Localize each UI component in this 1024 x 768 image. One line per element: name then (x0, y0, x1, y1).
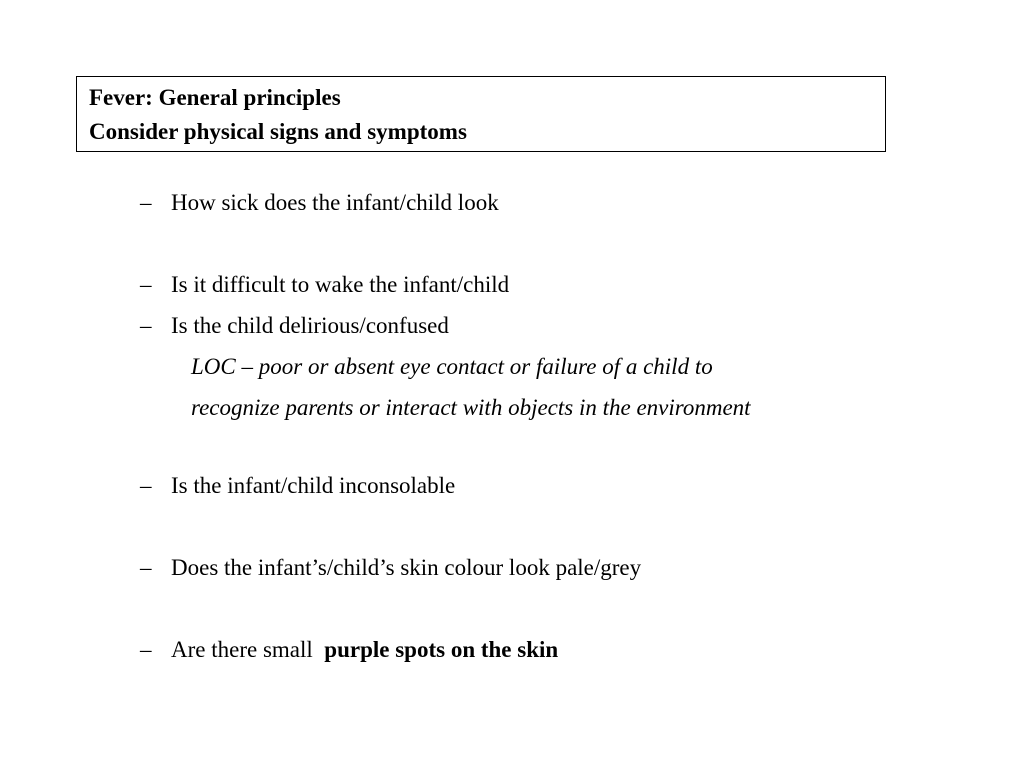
bullet-text: Is the child delirious/confused (171, 313, 449, 338)
loc-note-line-2: recognize parents or interact with objects in the environment (191, 395, 751, 420)
bullet-text: How sick does the infant/child look (171, 190, 499, 215)
bullet-item (140, 471, 455, 501)
bullet-text: Are there small (171, 637, 313, 662)
bullet-item (140, 553, 641, 583)
bullet-dash: – (140, 555, 152, 580)
bullet-item (140, 188, 499, 218)
title-line-2: Consider physical signs and symptoms (89, 119, 467, 144)
title-box (76, 76, 886, 152)
loc-note-line-1: LOC – poor or absent eye contact or failure of a child to (191, 354, 713, 379)
bullet-dash: – (140, 473, 152, 498)
bullet-dash: – (140, 637, 152, 662)
bullet-dash: – (140, 190, 152, 215)
bullet-item (140, 311, 449, 341)
bullet-item (140, 270, 509, 300)
bullet-item (140, 635, 558, 665)
title-line-1: Fever: General principles (89, 85, 341, 110)
bullet-text: Does the infant’s/child’s skin colour look pale/grey (171, 555, 642, 580)
bullet-bold-text: purple spots on the skin (324, 637, 559, 662)
bullet-dash: – (140, 272, 152, 297)
bullet-text: Is it difficult to wake the infant/child (171, 272, 510, 297)
bullet-text: Is the infant/child inconsolable (171, 473, 456, 498)
bullet-dash: – (140, 313, 152, 338)
